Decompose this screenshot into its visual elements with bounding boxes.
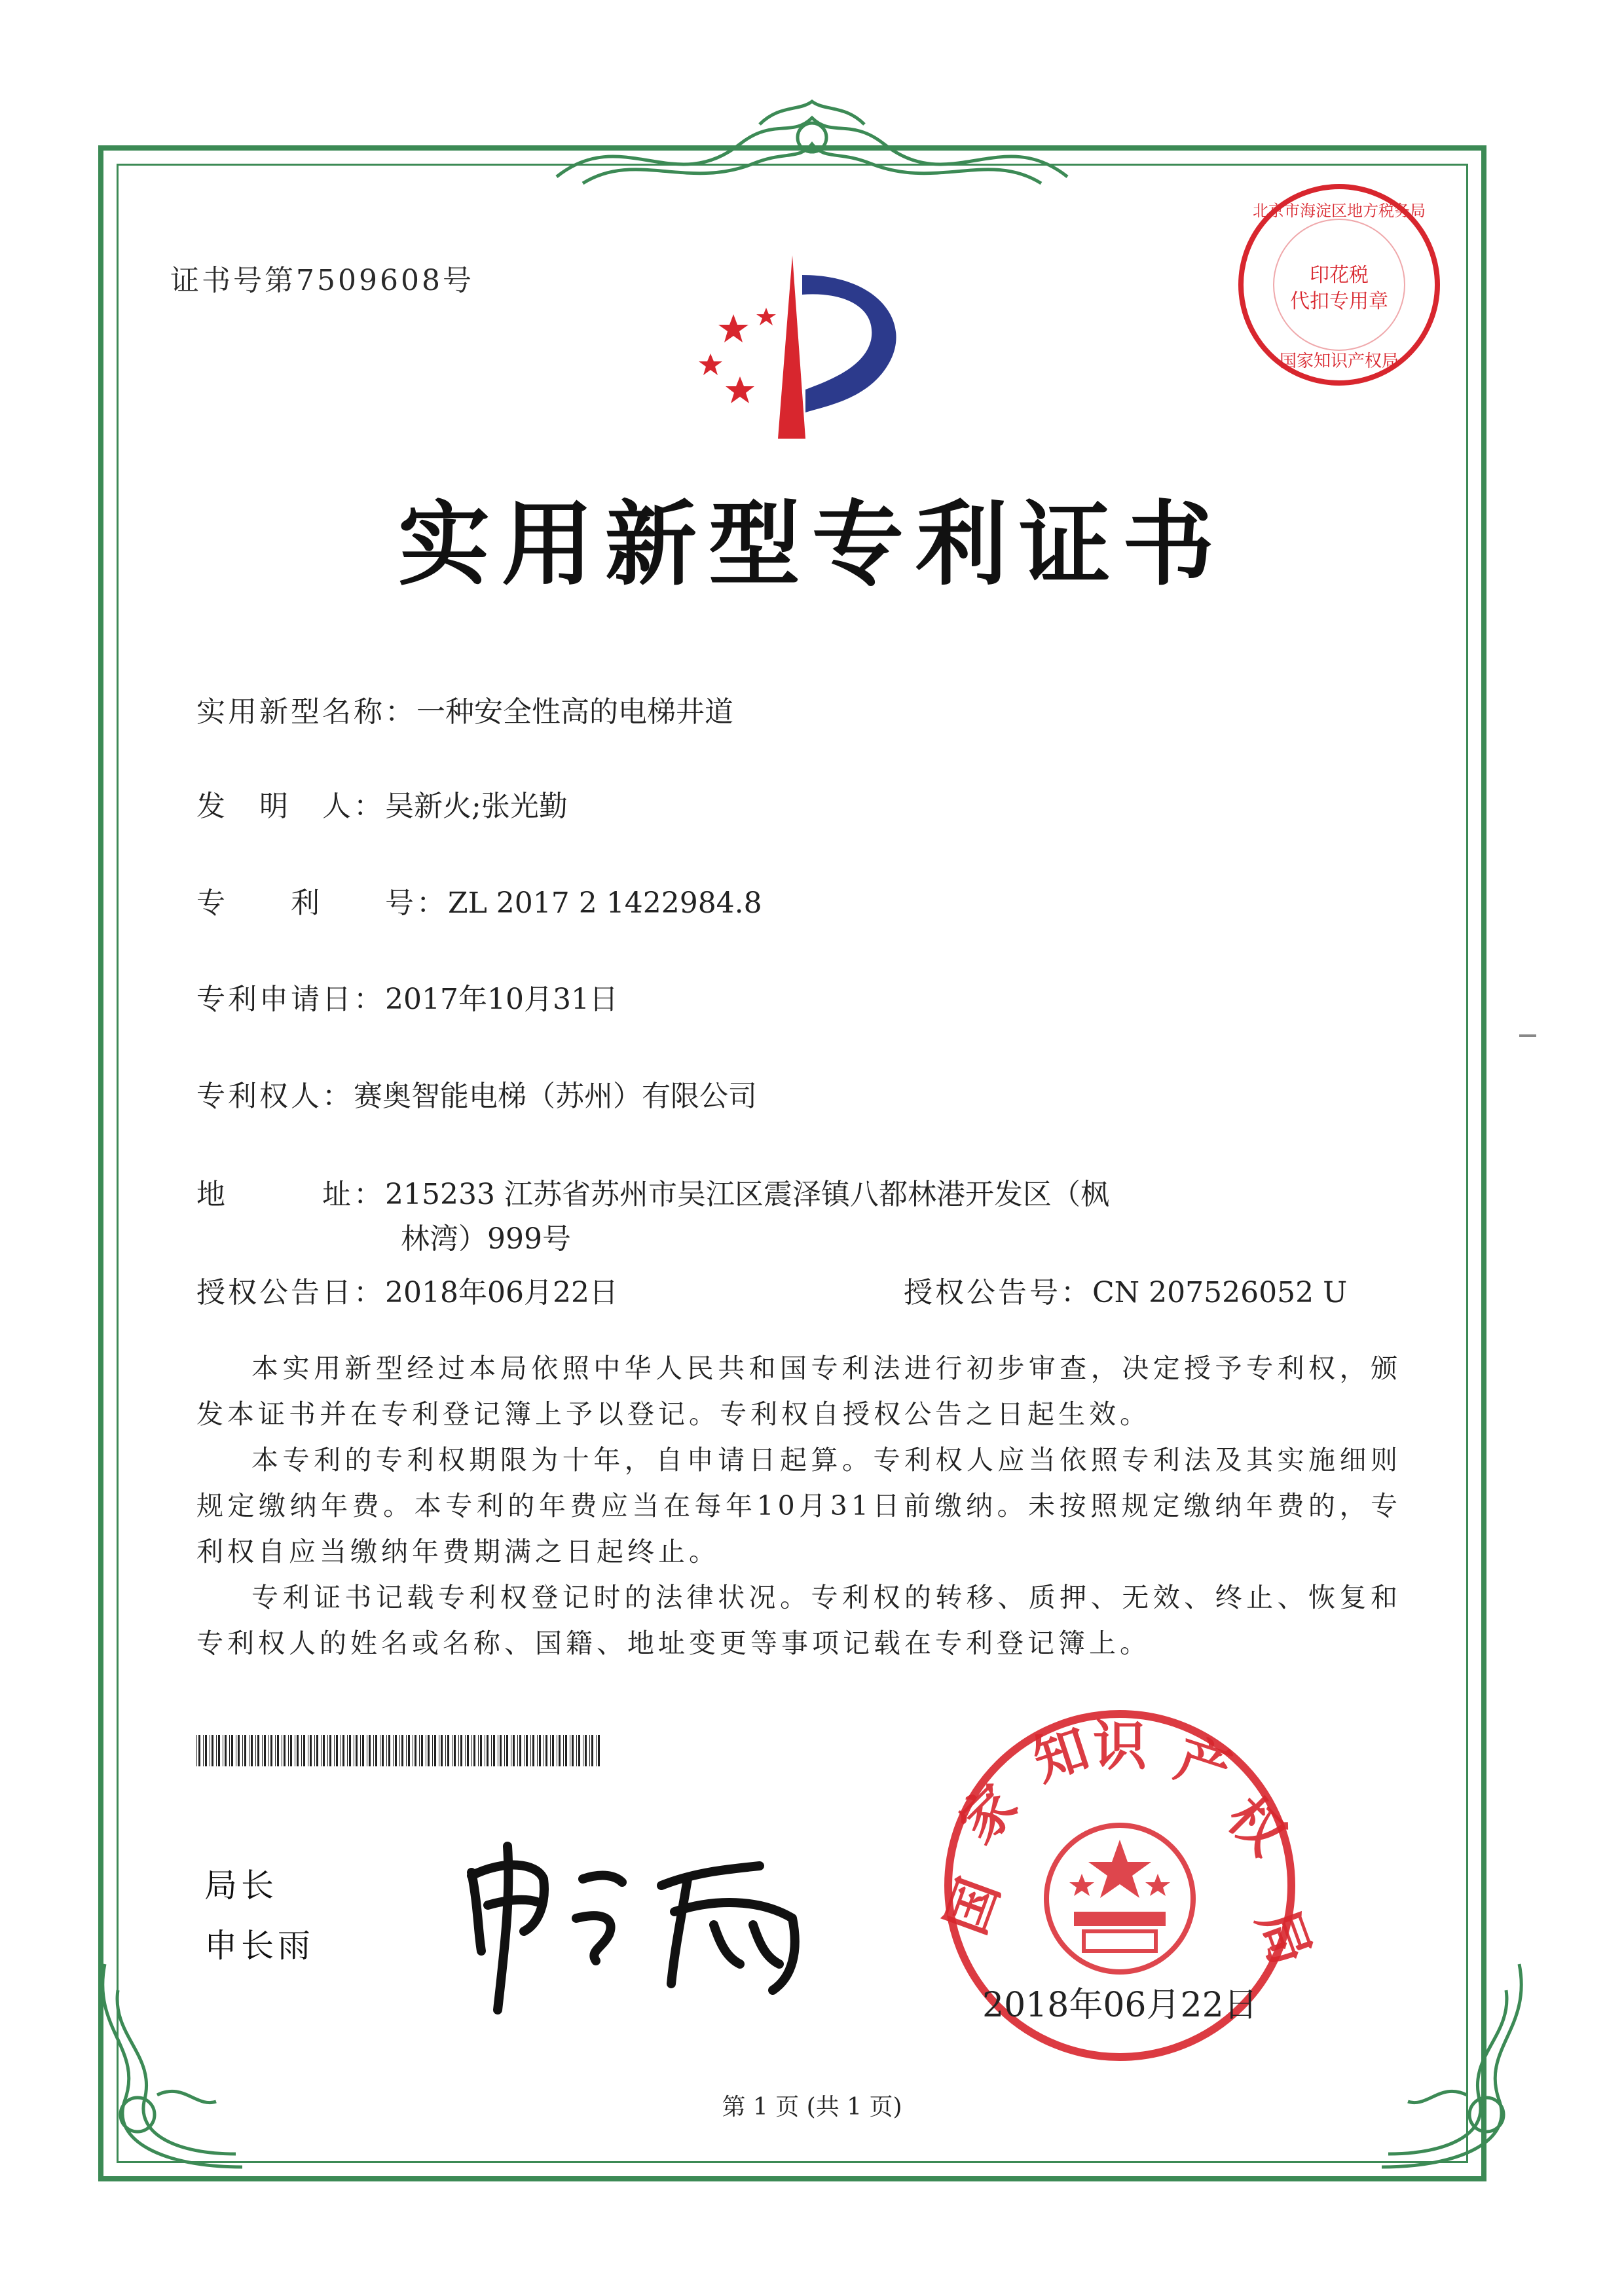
svg-text:局: 局 (1245, 1901, 1323, 1973)
barcode (196, 1735, 602, 1766)
certificate-title: 实用新型专利证书 (397, 491, 1226, 598)
address-label: 地 址： (196, 1178, 385, 1211)
scan-edge-mark (1519, 1034, 1536, 1037)
svg-text:识: 识 (1092, 1715, 1147, 1777)
patent-number-label: 专 利 号： (196, 886, 448, 920)
director-title: 局长 (204, 1867, 278, 1904)
page-number: 第 1 页 (共 1 页) (722, 2094, 902, 2121)
application-date-row (196, 980, 618, 1019)
bottom-right-ornament (1369, 1951, 1539, 2187)
director-name: 申长雨 (204, 1927, 314, 1965)
svg-text:家: 家 (947, 1773, 1030, 1856)
svg-text:权: 权 (1215, 1785, 1298, 1868)
grant-number-label: 授权公告号： (904, 1276, 1092, 1309)
address-row-2 (401, 1220, 571, 1259)
patent-number-row (196, 884, 762, 923)
grant-date-label: 授权公告日： (196, 1276, 385, 1309)
svg-text:产: 产 (1168, 1726, 1239, 1804)
address-line-2: 林湾）999号 (401, 1222, 571, 1256)
bottom-left-ornament (85, 1951, 255, 2187)
certificate-number: 证书号第7509608号 (170, 264, 474, 297)
top-ornament (544, 98, 1080, 203)
svg-text:国家知识产权局: 国家知识产权局 (1279, 352, 1399, 371)
svg-text:代扣专用章: 代扣专用章 (1290, 290, 1388, 313)
inventor-value: 吴新火;张光勤 (385, 790, 568, 823)
utility-model-name-row (196, 693, 733, 732)
seal-date: 2018年06月22日 (982, 1986, 1258, 2025)
svg-text:知: 知 (1025, 1717, 1097, 1794)
svg-text:印花税: 印花税 (1310, 264, 1369, 287)
stamp-duty-seal (1231, 177, 1447, 393)
patentee-label: 专利权人： (196, 1080, 354, 1113)
application-date-value: 2017年10月31日 (385, 983, 618, 1016)
paragraph-1: 本实用新型经过本局依照中华人民共和国专利法进行初步审查，决定授予专利权，颁发本证书并在专利登记簿上予以登记。专利权自授权公告之日起生效。 (196, 1353, 1401, 1430)
patent-office-logo (661, 249, 936, 445)
utility-model-name-label: 实用新型名称： (196, 695, 416, 729)
address-row (196, 1175, 1109, 1214)
svg-text:北京市海淀区地方税务局: 北京市海淀区地方税务局 (1253, 202, 1426, 220)
patentee-row (196, 1077, 757, 1116)
application-date-label: 专利申请日： (196, 983, 385, 1016)
paragraph-2: 本专利的专利权期限为十年，自申请日起算。专利权人应当依照专利法及其实施细则规定缴纳年费。本专利的年费应当在每年10月31日前缴纳。未按照规定缴纳年费的，专利权自应当缴纳年费期满之日起终止。 (196, 1444, 1401, 1567)
grant-number-value: CN 207526052 U (1092, 1276, 1348, 1309)
grant-date-row (196, 1273, 618, 1313)
director-signature (452, 1820, 819, 2016)
paragraph-3: 专利证书记载专利权登记时的法律状况。专利权的转移、质押、无效、终止、恢复和专利权人的姓名或名称、国籍、地址变更等事项记载在专利登记簿上。 (196, 1582, 1401, 1659)
inventor-row (196, 787, 568, 826)
inventor-label: 发 明 人： (196, 790, 385, 823)
patent-number-value: ZL 2017 2 1422984.8 (448, 886, 762, 920)
svg-text:国: 国 (934, 1870, 1012, 1942)
address-line-1: 215233 江苏省苏州市吴江区震泽镇八都林港开发区（枫 (385, 1178, 1109, 1211)
grant-date-value: 2018年06月22日 (385, 1276, 618, 1309)
utility-model-name-value: 一种安全性高的电梯井道 (416, 695, 733, 729)
grant-number-row (904, 1273, 1347, 1313)
patentee-value: 赛奥智能电梯（苏州）有限公司 (354, 1080, 757, 1113)
